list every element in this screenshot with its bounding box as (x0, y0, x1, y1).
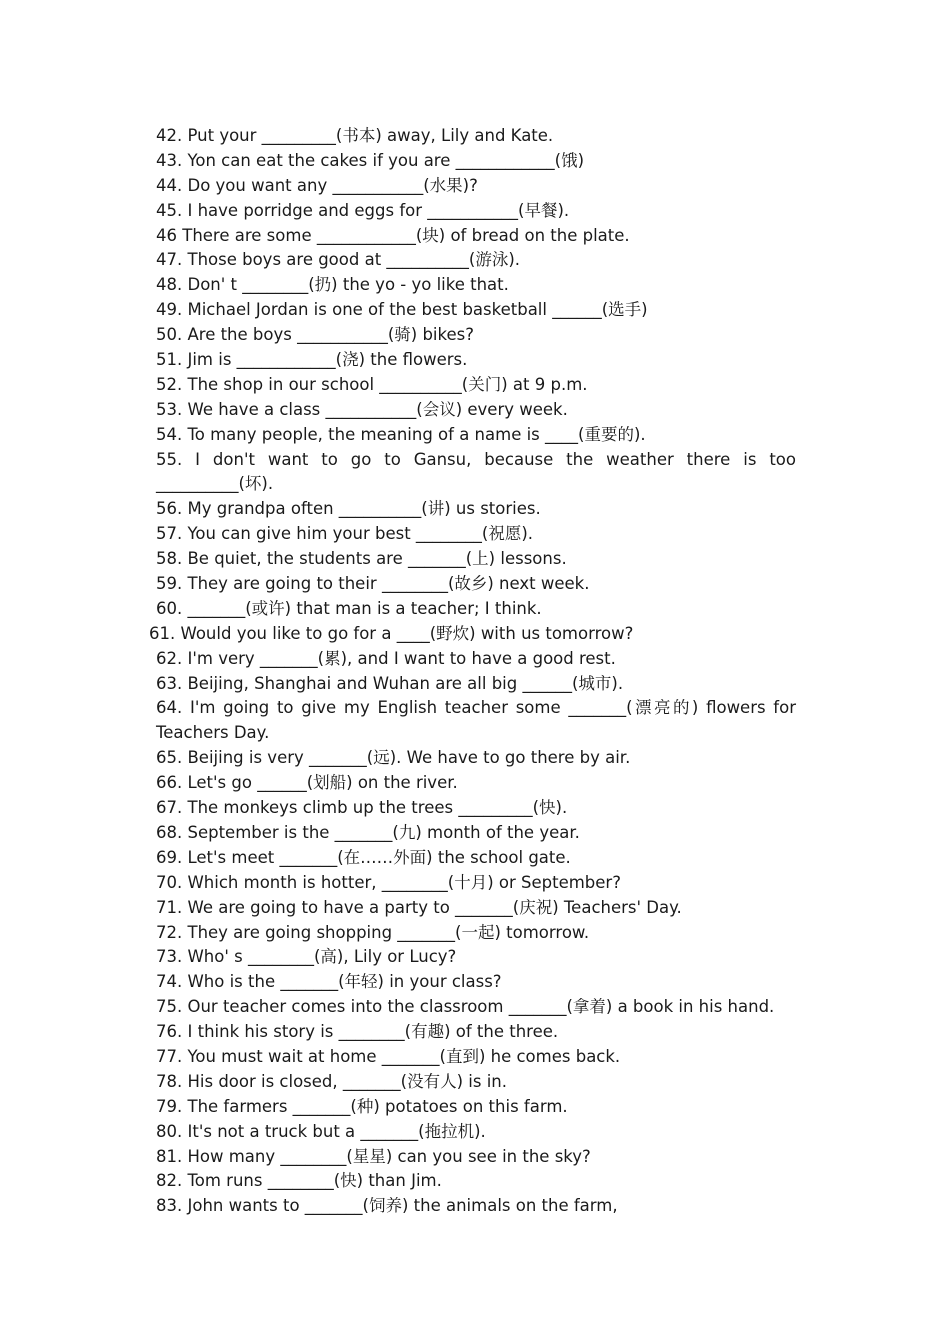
question-61: 61. Would you like to go for a ____(野炊) with us tomorrow? (149, 623, 634, 643)
question-56: 56. My grandpa often __________(讲) us stories. (156, 499, 541, 519)
question-82: 82. Tom runs ________(快) than Jim. (156, 1171, 442, 1191)
question-52: 52. The shop in our school __________(关门) at 9 p.m. (156, 374, 588, 394)
question-45: 45. I have porridge and eggs for ___________(早餐). (156, 200, 570, 220)
question-46: 46 There are some ____________(块) of bread on the plate. (156, 225, 630, 245)
question-58: 58. Be quiet, the students are _______(上) lessons. (156, 549, 567, 569)
question-59: 59. They are going to their ________(故乡) next week. (156, 574, 590, 594)
question-47: 47. Those boys are good at __________(游泳). (156, 250, 521, 270)
question-70: 70. Which month is hotter, ________(十月) or September? (156, 872, 621, 892)
question-67: 67. The monkeys climb up the trees _________(快). (156, 798, 568, 818)
question-68: 68. September is the _______(九) month of the year. (156, 822, 580, 842)
question-76: 76. I think his story is ________(有趣) of the three. (156, 1022, 559, 1042)
question-77: 77. You must wait at home _______(直到) he comes back. (156, 1046, 621, 1066)
question-48: 48. Don' t ________(扔) the yo - yo like that. (156, 275, 509, 295)
question-44: 44. Do you want any ___________(水果)? (156, 175, 478, 195)
question-81: 81. How many ________(星星) can you see in the sky? (156, 1146, 591, 1166)
question-64-line-1: 64. I'm going to give my English teacher some _______(漂亮的) flowers for (156, 698, 796, 718)
question-74: 74. Who is the _______(年轻) in your class? (156, 972, 502, 992)
question-60: 60. _______(或许) that man is a teacher; I think. (156, 598, 542, 618)
question-72: 72. They are going shopping _______(一起) tomorrow. (156, 922, 590, 942)
question-42: 42. Put your _________(书本) away, Lily and Kate. (156, 126, 554, 145)
question-69: 69. Let's meet _______(在……外面) the school gate. (156, 847, 571, 867)
question-49: 49. Michael Jordan is one of the best basketball ______(选手) (156, 300, 648, 320)
question-55-line-1: 55. I don't want to go to Gansu, because the weather there is too (156, 449, 796, 469)
question-73: 73. Who' s ________(高), Lily or Lucy? (156, 947, 457, 967)
question-62: 62. I'm very _______(累), and I want to have a good rest. (156, 648, 616, 668)
question-78: 78. His door is closed, _______(没有人) is in. (156, 1071, 507, 1091)
question-43: 43. Yon can eat the cakes if you are ____________(饿) (156, 150, 585, 170)
question-50: 50. Are the boys ___________(骑) bikes? (156, 325, 474, 345)
question-79: 79. The farmers _______(种) potatoes on this farm. (156, 1096, 568, 1116)
question-53: 53. We have a class ___________(会议) every week. (156, 399, 568, 419)
question-75: 75. Our teacher comes into the classroom _______(拿着) a book in his hand. (156, 997, 775, 1017)
question-51: 51. Jim is ____________(浇) the flowers. (156, 350, 468, 370)
question-80: 80. It's not a truck but a _______(拖拉机). (156, 1121, 486, 1141)
question-63: 63. Beijing, Shanghai and Wuhan are all big ______(城市). (156, 673, 624, 693)
question-list (149, 124, 796, 1219)
question-65: 65. Beijing is very _______(远). We have to go there by air. (156, 748, 631, 768)
question-54: 54. To many people, the meaning of a name is ____(重要的). (156, 424, 646, 444)
question-71: 71. We are going to have a party to _______(庆祝) Teachers' Day. (156, 897, 682, 917)
question-66: 66. Let's go ______(划船) on the river. (156, 773, 458, 793)
question-83: 83. John wants to _______(饲养) the animals on the farm, (156, 1196, 618, 1216)
question-55-line-2: __________(坏). (156, 474, 274, 494)
question-57: 57. You can give him your best ________(祝愿). (156, 524, 534, 544)
question-64-line-2: Teachers Day. (156, 723, 270, 743)
